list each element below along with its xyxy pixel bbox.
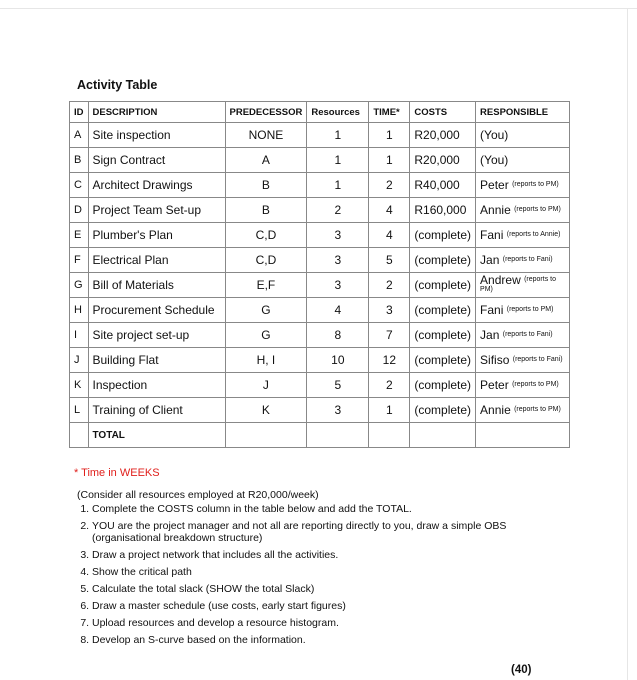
- cell-responsible: [476, 198, 570, 223]
- cell-resources: 10: [307, 348, 369, 373]
- reports-to-note: (reports to PM): [514, 206, 561, 213]
- cell-time: 2: [369, 373, 410, 398]
- column-header: ID: [70, 102, 89, 123]
- table-row: [70, 273, 570, 298]
- column-header: COSTS: [410, 102, 476, 123]
- cell-id: E: [70, 223, 89, 248]
- cell-id: F: [70, 248, 89, 273]
- task-item: 3. Draw a project network that includes all the activities.: [92, 549, 532, 561]
- cell-id: D: [70, 198, 89, 223]
- cell-responsible: [476, 248, 570, 273]
- cell-time: 3: [369, 298, 410, 323]
- reports-to-note: (reports to PM): [512, 381, 559, 388]
- table-row: [70, 298, 570, 323]
- column-header: Resources: [307, 102, 369, 123]
- reports-to-note: (reports to PM): [514, 406, 561, 413]
- cell-time: 4: [369, 198, 410, 223]
- cell-responsible: [476, 273, 570, 298]
- table-title: Activity Table: [77, 78, 158, 92]
- cell-resources: 3: [307, 273, 369, 298]
- cell-responsible: [476, 348, 570, 373]
- cell-cost: (complete): [410, 323, 476, 348]
- cell-description: Building Flat: [88, 348, 225, 373]
- cell-description: Architect Drawings: [88, 173, 225, 198]
- responsible-name: Sifiso: [480, 353, 510, 367]
- table-row: [70, 348, 570, 373]
- task-item: 4. Show the critical path: [92, 566, 532, 578]
- cell-id: C: [70, 173, 89, 198]
- cell-predecessor: C,D: [225, 248, 307, 273]
- cell-empty: [369, 423, 410, 448]
- cell-responsible: [476, 173, 570, 198]
- page-edge: [0, 8, 637, 9]
- cell-responsible: [476, 323, 570, 348]
- cell-id: B: [70, 148, 89, 173]
- cell-cost: R20,000: [410, 148, 476, 173]
- table-header-row: [70, 102, 570, 123]
- cell-time: 7: [369, 323, 410, 348]
- cell-predecessor: B: [225, 198, 307, 223]
- cell-time: 1: [369, 123, 410, 148]
- cell-predecessor: J: [225, 373, 307, 398]
- cell-predecessor: NONE: [225, 123, 307, 148]
- cell-resources: 4: [307, 298, 369, 323]
- cell-cost: R160,000: [410, 198, 476, 223]
- consider-note: (Consider all resources employed at R20,000/week): [77, 489, 319, 501]
- cell-description: Plumber's Plan: [88, 223, 225, 248]
- cell-resources: 2: [307, 198, 369, 223]
- cell-id: G: [70, 273, 89, 298]
- cell-description: Site inspection: [88, 123, 225, 148]
- table-row: [70, 173, 570, 198]
- column-header: PREDECESSOR: [225, 102, 307, 123]
- cell-empty: [225, 423, 307, 448]
- cell-description: Inspection: [88, 373, 225, 398]
- table-row: [70, 373, 570, 398]
- cell-description: Procurement Schedule: [88, 298, 225, 323]
- reports-to-note: (reports to Fani): [512, 356, 563, 363]
- cell-responsible: [476, 398, 570, 423]
- cell-cost: (complete): [410, 223, 476, 248]
- task-item: 6. Draw a master schedule (use costs, early start figures): [92, 600, 532, 612]
- cell-time: 12: [369, 348, 410, 373]
- cell-time: 4: [369, 223, 410, 248]
- cell-time: 5: [369, 248, 410, 273]
- cell-id: L: [70, 398, 89, 423]
- cell-description: Training of Client: [88, 398, 225, 423]
- cell-id: A: [70, 123, 89, 148]
- page-edge: [627, 8, 628, 680]
- cell-id: H: [70, 298, 89, 323]
- cell-responsible: [476, 298, 570, 323]
- cell-resources: 1: [307, 123, 369, 148]
- cell-predecessor: C,D: [225, 223, 307, 248]
- cell-resources: 1: [307, 173, 369, 198]
- reports-to-note: (reports to Annie): [506, 231, 561, 238]
- cell-description: Sign Contract: [88, 148, 225, 173]
- cell-description: Site project set-up: [88, 323, 225, 348]
- task-item: 8. Develop an S-curve based on the information.: [92, 634, 532, 646]
- time-note: * Time in WEEKS: [74, 467, 160, 479]
- cell-cost: (complete): [410, 298, 476, 323]
- marks-total: (40): [511, 664, 532, 676]
- task-list: [74, 503, 532, 651]
- responsible-name: (You): [480, 128, 509, 142]
- cell-cost: (complete): [410, 348, 476, 373]
- table-row: [70, 123, 570, 148]
- cell-predecessor: K: [225, 398, 307, 423]
- cell-predecessor: B: [225, 173, 307, 198]
- table-row: [70, 198, 570, 223]
- cell-time: 2: [369, 273, 410, 298]
- cell-predecessor: A: [225, 148, 307, 173]
- reports-to-note: (reports to PM): [506, 306, 554, 313]
- table-row: [70, 323, 570, 348]
- responsible-name: Fani: [480, 228, 504, 242]
- column-header: TIME*: [369, 102, 410, 123]
- cell-empty: [476, 423, 570, 448]
- cell-time: 1: [369, 398, 410, 423]
- cell-empty: [70, 423, 89, 448]
- cell-description: Project Team Set-up: [88, 198, 225, 223]
- cell-cost: (complete): [410, 373, 476, 398]
- cell-empty: [307, 423, 369, 448]
- cell-resources: 3: [307, 223, 369, 248]
- cell-description: Bill of Materials: [88, 273, 225, 298]
- responsible-name: (You): [480, 153, 509, 167]
- cell-responsible: [476, 223, 570, 248]
- cell-resources: 1: [307, 148, 369, 173]
- cell-predecessor: G: [225, 323, 307, 348]
- cell-predecessor: G: [225, 298, 307, 323]
- task-item: 7. Upload resources and develop a resource histogram.: [92, 617, 532, 629]
- task-item: 5. Calculate the total slack (SHOW the total Slack): [92, 583, 532, 595]
- reports-to-note: (reports to Fani): [502, 331, 553, 338]
- reports-to-note: (reports to Fani): [502, 256, 553, 263]
- responsible-name: Jan: [480, 253, 500, 267]
- responsible-name: Annie: [480, 203, 511, 217]
- responsible-name: Peter: [480, 178, 509, 192]
- cell-predecessor: E,F: [225, 273, 307, 298]
- task-item: 1. Complete the COSTS column in the table below and add the TOTAL.: [92, 503, 532, 515]
- activity-table: [69, 101, 570, 448]
- responsible-name: Peter: [480, 378, 509, 392]
- cell-resources: 3: [307, 398, 369, 423]
- column-header: RESPONSIBLE: [476, 102, 570, 123]
- reports-to-note: (reports to PM): [512, 181, 559, 188]
- cell-time: 1: [369, 148, 410, 173]
- table-row: [70, 248, 570, 273]
- cell-id: I: [70, 323, 89, 348]
- responsible-name: Fani: [480, 303, 504, 317]
- cell-cost: (complete): [410, 398, 476, 423]
- table-row: [70, 398, 570, 423]
- cell-cost: R20,000: [410, 123, 476, 148]
- cell-resources: 5: [307, 373, 369, 398]
- table-row: [70, 148, 570, 173]
- reports-to-note: (reports to PM): [480, 276, 556, 293]
- cell-resources: 8: [307, 323, 369, 348]
- cell-description: Electrical Plan: [88, 248, 225, 273]
- cell-id: J: [70, 348, 89, 373]
- responsible-name: Jan: [480, 328, 500, 342]
- column-header: DESCRIPTION: [88, 102, 225, 123]
- cell-time: 2: [369, 173, 410, 198]
- table-row: [70, 223, 570, 248]
- cell-resources: 3: [307, 248, 369, 273]
- total-label: TOTAL: [88, 423, 225, 448]
- responsible-name: Andrew: [480, 273, 521, 287]
- cell-id: K: [70, 373, 89, 398]
- responsible-name: Annie: [480, 403, 511, 417]
- cell-responsible: [476, 148, 570, 173]
- cell-cost: (complete): [410, 273, 476, 298]
- cell-cost: R40,000: [410, 173, 476, 198]
- cell-responsible: [476, 123, 570, 148]
- task-item: 2. YOU are the project manager and not all are reporting directly to you, draw a simple OBS (organisational breakdown structure): [92, 520, 532, 544]
- cell-empty: [410, 423, 476, 448]
- total-row: [70, 423, 570, 448]
- cell-responsible: [476, 373, 570, 398]
- cell-predecessor: H, I: [225, 348, 307, 373]
- cell-cost: (complete): [410, 248, 476, 273]
